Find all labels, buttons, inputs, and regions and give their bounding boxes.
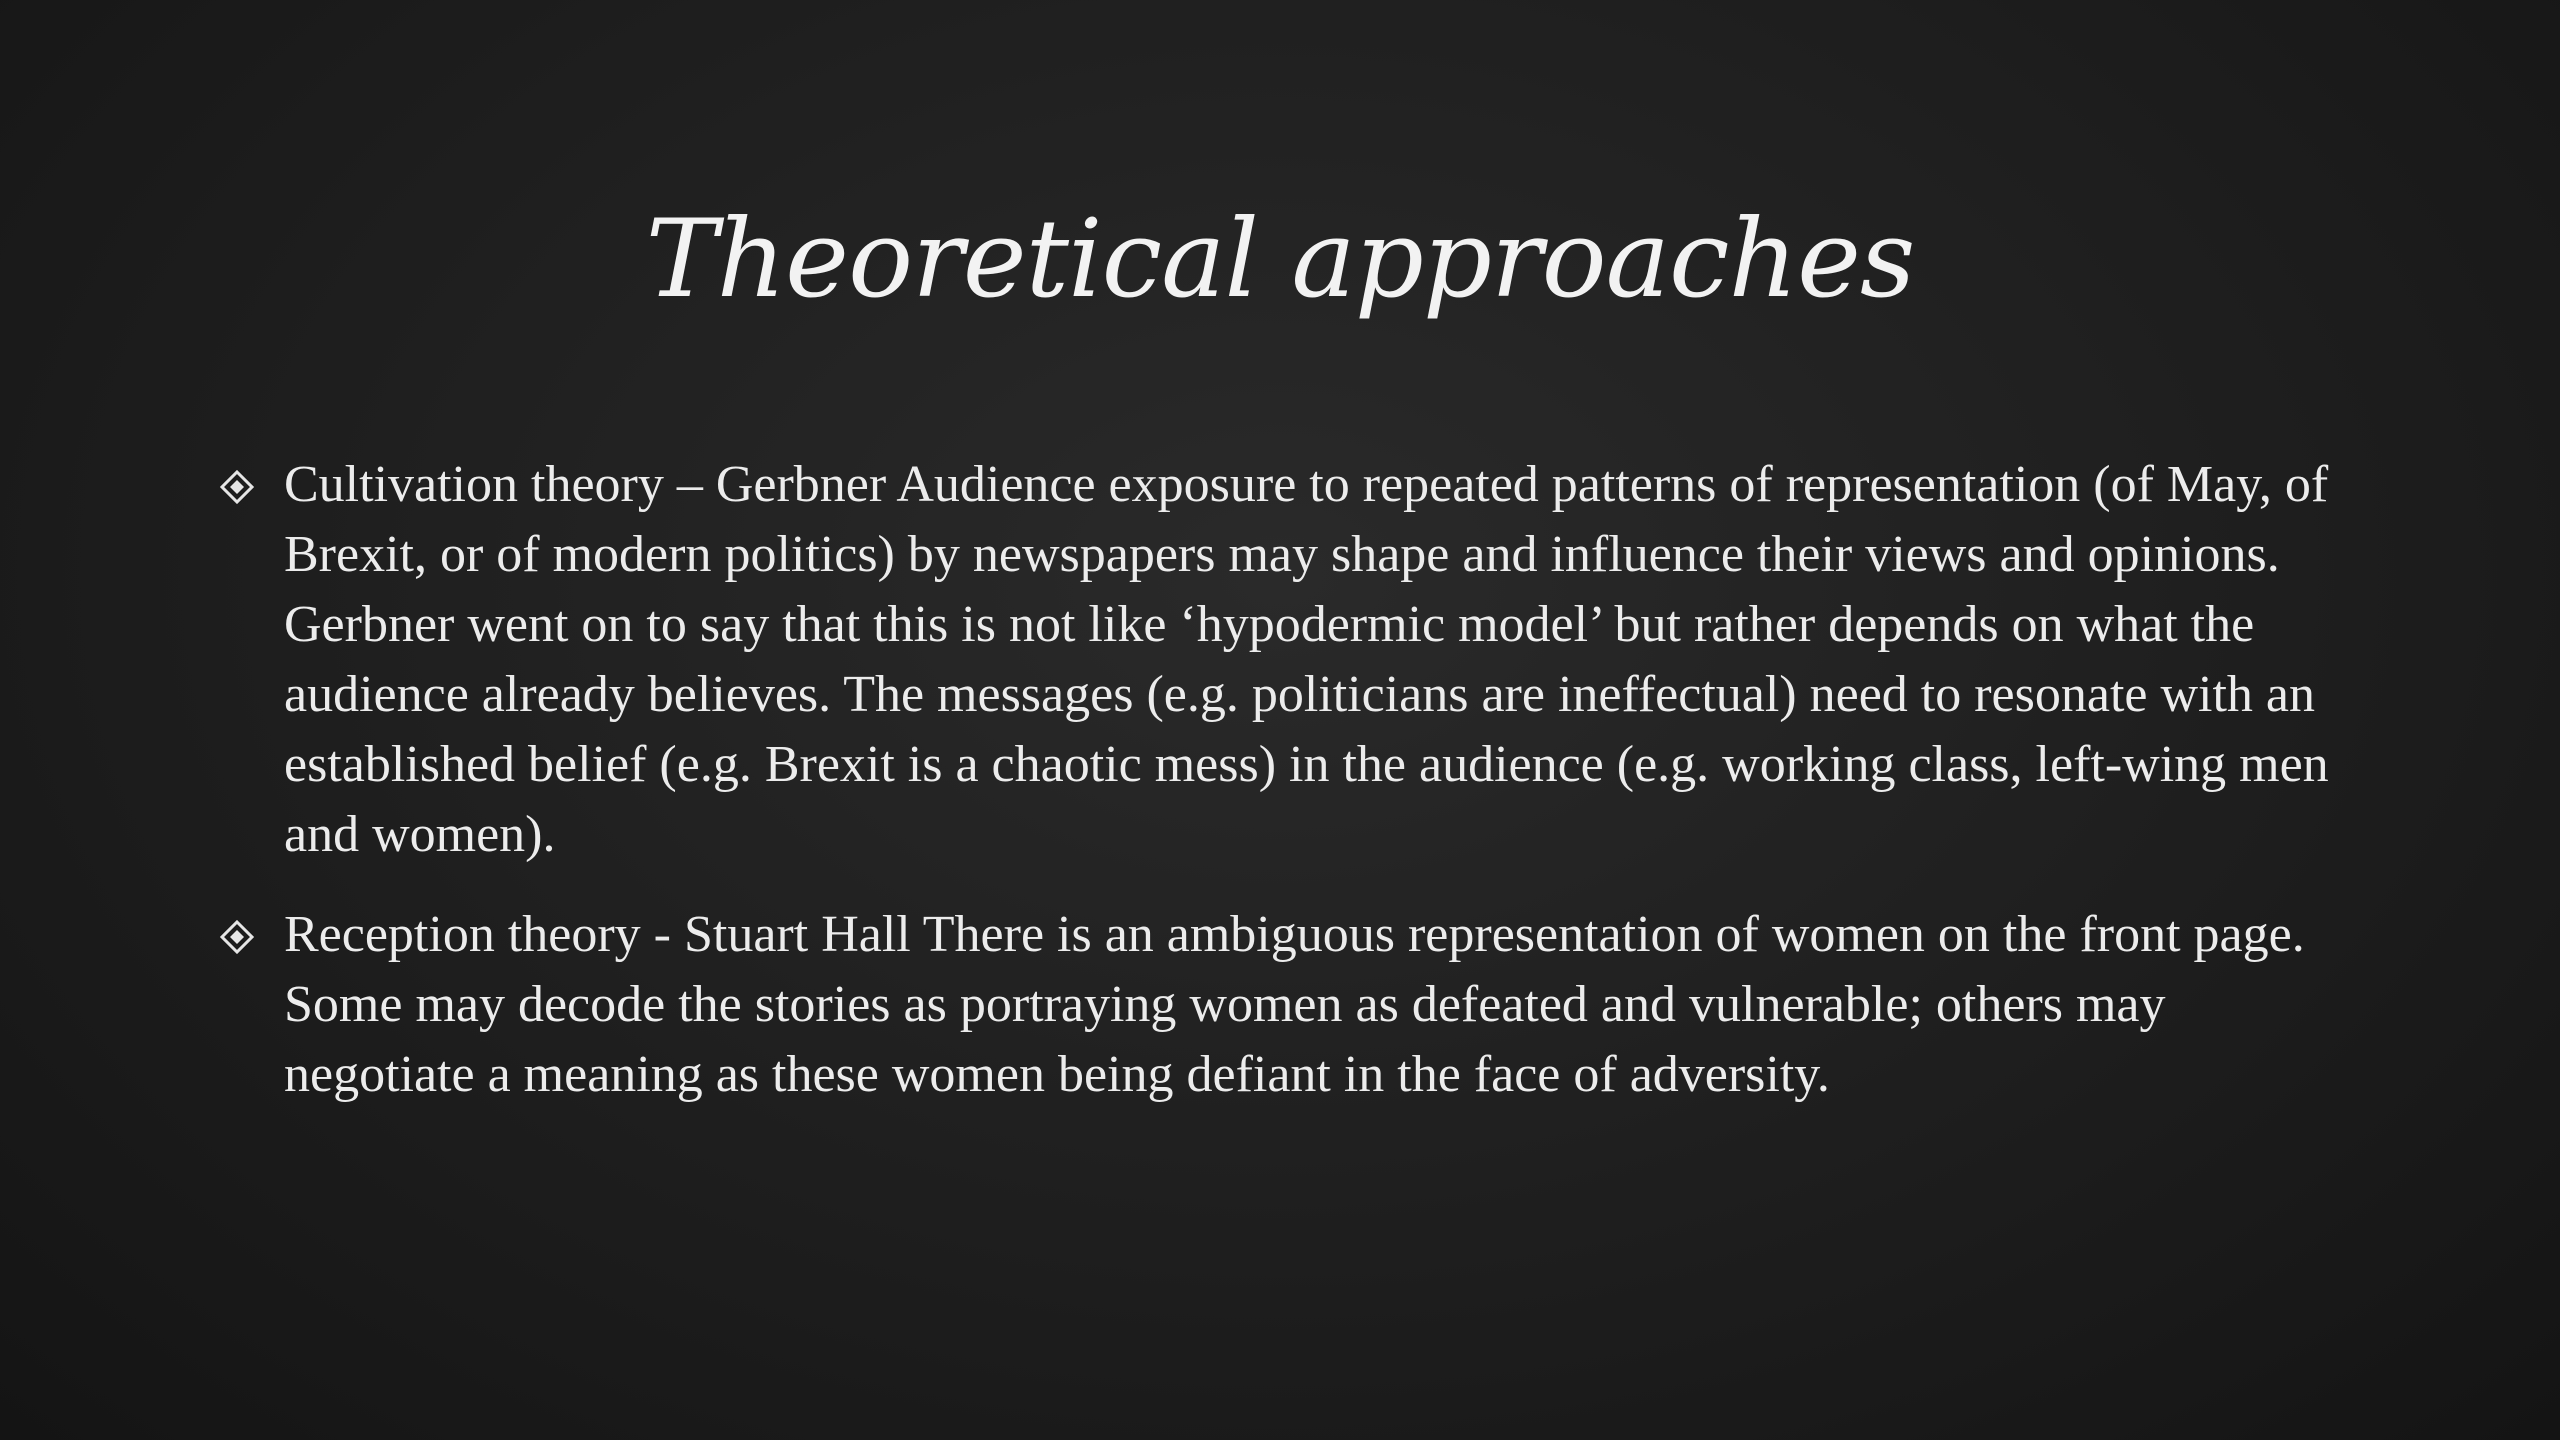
- bullet-text: Cultivation theory – Gerbner Audience exposure to repeated patterns of representation (of May, of Brexit, or of modern politics) by newspapers may shape and influence their views and opinions. Gerbner went on to say that this is not like ‘hypodermic model’ but rather depends on what the audience already believes. The messages (e.g. politicians are ineffectual) need to resonate with an established belief (e.g. Brexit is a chaotic mess) in the audience (e.g. working class, left-wing men and women).: [284, 456, 2329, 863]
- slide-title: Theoretical approaches: [645, 197, 1915, 322]
- bullet-list: [220, 450, 2350, 1140]
- bullet-item: [220, 900, 2350, 1110]
- bullet-item: [220, 450, 2350, 870]
- bullet-text: Reception theory - Stuart Hall There is an ambiguous representation of women on the front page. Some may decode the stories as portraying women as defeated and vulnerable; others may negotiate a meaning as these women being defiant in the face of adversity.: [284, 906, 2305, 1103]
- diamond-bullet-icon: [220, 920, 254, 954]
- diamond-bullet-icon: [220, 470, 254, 504]
